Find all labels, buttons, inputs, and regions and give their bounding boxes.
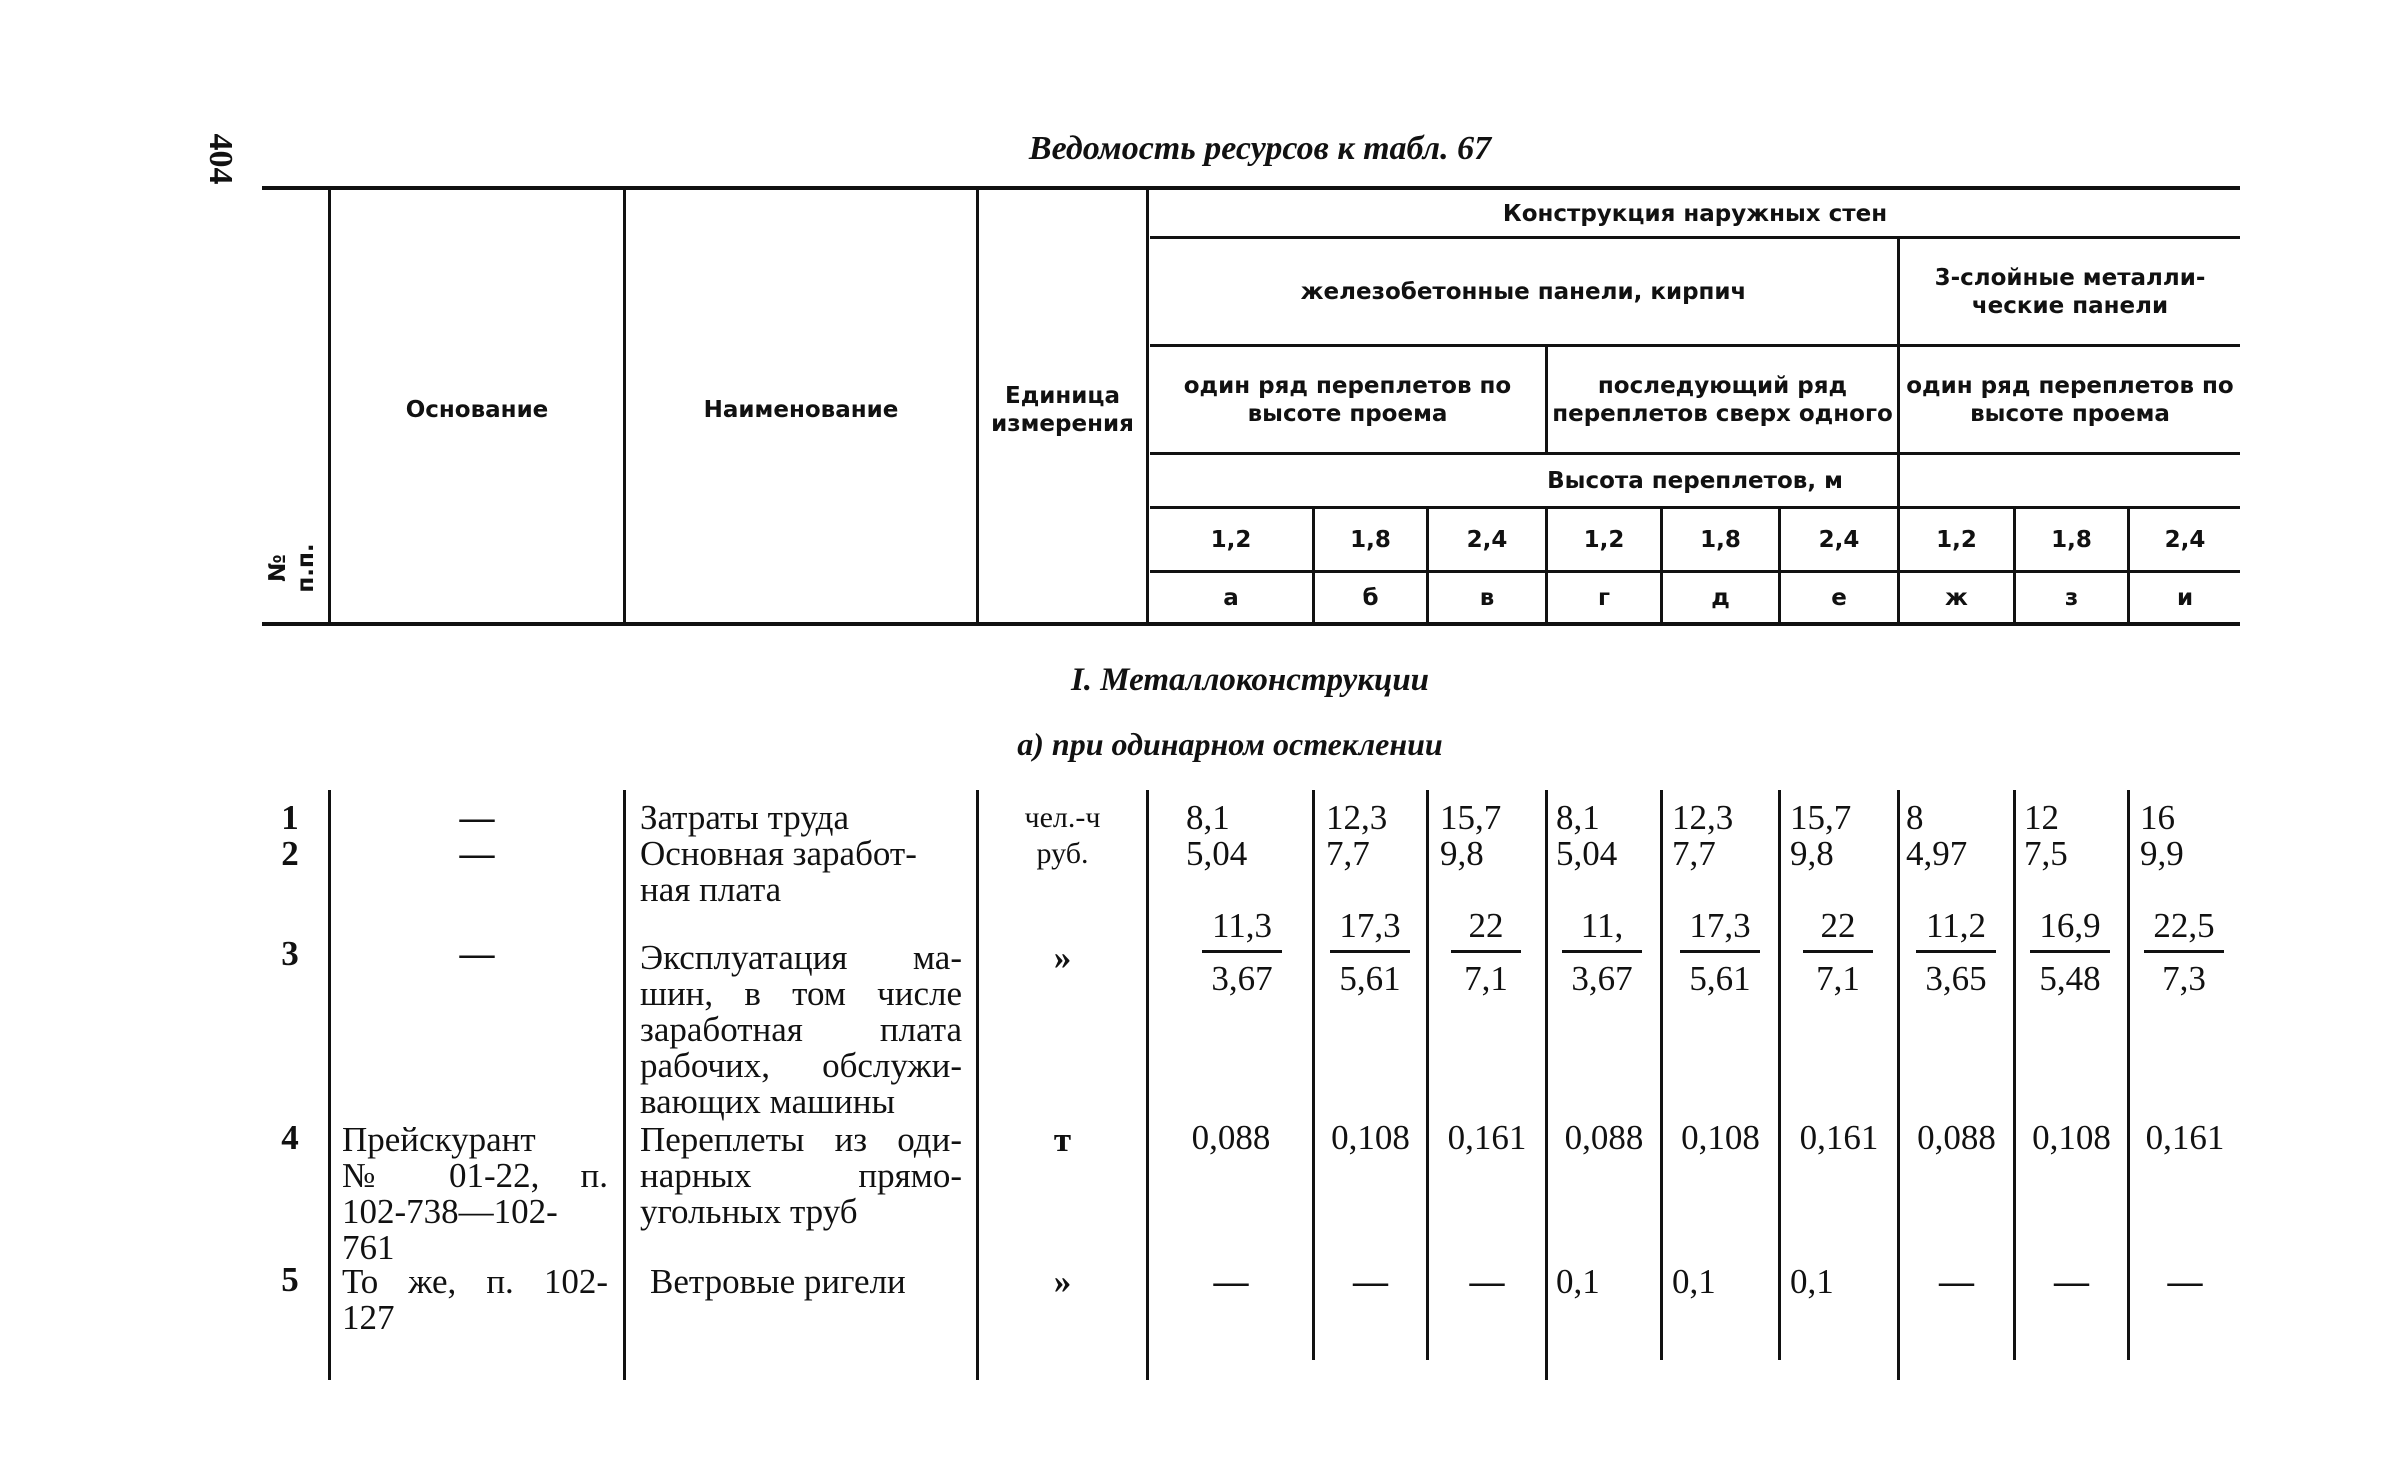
row-name: рабочих, обслужи- bbox=[640, 1046, 962, 1085]
fraction-cell bbox=[1186, 908, 1298, 997]
value-cell: 0,088 bbox=[1564, 1118, 1644, 1157]
row-basis: № 01-22, п. bbox=[342, 1156, 608, 1195]
row-name: угольных труб bbox=[640, 1192, 858, 1231]
value-cell: 0,1 bbox=[1672, 1262, 1716, 1301]
fraction-cell bbox=[1552, 908, 1652, 997]
row-basis: — bbox=[459, 934, 495, 973]
fraction-numerator: 17,3 bbox=[1339, 906, 1401, 945]
header-height-label: Высота переплетов, м bbox=[1547, 467, 1843, 494]
row-name: Эксплуатация ма- bbox=[640, 938, 962, 977]
value-cell: — bbox=[2167, 1262, 2203, 1301]
row-unit: » bbox=[1053, 938, 1072, 977]
value-cell: 5,04 bbox=[1186, 834, 1248, 873]
value-cell: 16 bbox=[2140, 798, 2175, 837]
subsection-title: а) при одинарном остеклении bbox=[1017, 726, 1443, 762]
value-cell: 0,161 bbox=[2145, 1118, 2225, 1157]
fraction-denominator: 3,67 bbox=[1571, 959, 1633, 998]
height-value: 2,4 bbox=[2164, 526, 2206, 553]
fraction-numerator: 22 bbox=[1820, 906, 1856, 945]
value-cell: 15,7 bbox=[1440, 798, 1502, 837]
fraction-cell bbox=[1904, 908, 2008, 997]
row-basis: 102-738—102- bbox=[342, 1192, 558, 1231]
header-sub-next-row: последующий ряд переплетов сверх одного bbox=[1552, 372, 1893, 427]
fraction-cell bbox=[1320, 908, 1420, 997]
value-cell: — bbox=[1213, 1262, 1249, 1301]
fraction-bar bbox=[1680, 950, 1760, 953]
header-basis: Основание bbox=[405, 397, 549, 423]
column-letter: е bbox=[1831, 584, 1847, 611]
value-cell: 15,7 bbox=[1790, 798, 1852, 837]
fraction-numerator: 11,3 bbox=[1212, 906, 1272, 945]
column-letter: в bbox=[1479, 584, 1495, 611]
value-cell: 7,7 bbox=[1672, 834, 1716, 873]
column-letter: и bbox=[2176, 584, 2194, 611]
value-cell: 0,1 bbox=[1556, 1262, 1600, 1301]
row-basis: То же, п. 102- bbox=[342, 1262, 608, 1301]
header-group-metal: 3-слойные металли-ческие панели bbox=[1934, 264, 2206, 319]
body-divider-unit bbox=[1146, 790, 1149, 1380]
body-divider bbox=[1545, 790, 1548, 1380]
value-cell: 7,7 bbox=[1326, 834, 1370, 873]
fraction-denominator: 5,61 bbox=[1689, 959, 1751, 998]
value-cell: 0,161 bbox=[1799, 1118, 1879, 1157]
fraction-denominator: 7,3 bbox=[2162, 959, 2206, 998]
row-unit: » bbox=[1053, 1262, 1072, 1301]
header-sub-one-row: один ряд переплетов по высоте проема bbox=[1183, 372, 1512, 427]
fraction-bar bbox=[1202, 950, 1282, 953]
value-cell: 0,088 bbox=[1191, 1118, 1271, 1157]
row-name: нарных прямо- bbox=[640, 1156, 962, 1195]
value-cell: 9,8 bbox=[1790, 834, 1834, 873]
value-cell: 0,088 bbox=[1917, 1118, 1996, 1157]
row-name: Затраты труда bbox=[640, 798, 849, 837]
fraction-numerator: 11, bbox=[1580, 906, 1624, 945]
height-value: 1,8 bbox=[2051, 526, 2092, 553]
row-basis: — bbox=[459, 798, 495, 837]
row-num: 4 bbox=[281, 1118, 299, 1157]
value-cell: 5,04 bbox=[1556, 834, 1618, 873]
column-letter: ж bbox=[1945, 584, 1968, 611]
value-cell: — bbox=[2054, 1262, 2089, 1301]
body-divider bbox=[1778, 790, 1781, 1360]
body-divider bbox=[1660, 790, 1663, 1360]
header-top-rule bbox=[262, 186, 2240, 190]
column-letter: б bbox=[1362, 584, 1379, 611]
row-name: заработная плата bbox=[640, 1010, 962, 1049]
height-value: 2,4 bbox=[1818, 526, 1860, 553]
column-letter: г bbox=[1597, 584, 1611, 611]
value-cell: 0,1 bbox=[1790, 1262, 1834, 1301]
fraction-numerator: 11,2 bbox=[1926, 906, 1986, 945]
value-cell: 12 bbox=[2024, 798, 2059, 837]
body-divider-num bbox=[328, 790, 331, 1380]
value-cell: 4,97 bbox=[1906, 834, 1968, 873]
height-value: 1,2 bbox=[1936, 526, 1977, 553]
row-num: 3 bbox=[281, 934, 299, 973]
row-basis: 761 bbox=[342, 1228, 395, 1267]
fraction-bar bbox=[1451, 950, 1521, 953]
fraction-bar bbox=[1562, 950, 1642, 953]
value-cell: 12,3 bbox=[1326, 798, 1388, 837]
value-cell: 0,108 bbox=[2032, 1118, 2111, 1157]
fraction-denominator: 7,1 bbox=[1816, 959, 1860, 998]
header-num: № п.п. bbox=[265, 543, 319, 593]
height-value: 1,8 bbox=[1350, 526, 1391, 553]
fraction-bar bbox=[2030, 950, 2110, 953]
value-cell: 7,5 bbox=[2024, 834, 2068, 873]
fraction-cell bbox=[2018, 908, 2122, 997]
fraction-numerator: 17,3 bbox=[1689, 906, 1751, 945]
fraction-cell bbox=[1786, 908, 1890, 997]
fraction-denominator: 3,65 bbox=[1925, 959, 1987, 998]
row-num: 5 bbox=[281, 1260, 299, 1299]
height-value: 2,4 bbox=[1466, 526, 1508, 553]
fraction-denominator: 5,61 bbox=[1339, 959, 1401, 998]
value-cell: 9,8 bbox=[1440, 834, 1484, 873]
row-name: Переплеты из оди- bbox=[640, 1120, 962, 1159]
row-unit: руб. bbox=[1036, 837, 1089, 870]
header-bottom-rule bbox=[262, 622, 2240, 626]
column-letter: а bbox=[1223, 584, 1239, 611]
row-unit: чел.-ч bbox=[1024, 801, 1101, 834]
page-number: 404 bbox=[202, 133, 239, 185]
header-construction: Конструкция наружных стен bbox=[1502, 201, 1888, 227]
body-divider-basis bbox=[623, 790, 626, 1380]
row-name: ная плата bbox=[640, 870, 782, 909]
page-title: Ведомость ресурсов к табл. 67 bbox=[1028, 130, 1492, 167]
fraction-bar bbox=[1803, 950, 1873, 953]
value-cell: 8,1 bbox=[1556, 798, 1600, 837]
value-cell: 9,9 bbox=[2140, 834, 2184, 873]
value-cell: — bbox=[1939, 1262, 1974, 1301]
value-cell: 8 bbox=[1906, 798, 1924, 837]
value-cell: 8,1 bbox=[1186, 798, 1230, 837]
fraction-bar bbox=[1916, 950, 1996, 953]
row-unit: т bbox=[1053, 1120, 1072, 1159]
fraction-bar bbox=[1330, 950, 1410, 953]
header-unit: Единица измерения bbox=[991, 383, 1134, 437]
row-name: шин, в том числе bbox=[640, 974, 962, 1013]
row-name: Основная заработ- bbox=[640, 834, 917, 873]
header-name: Наименование bbox=[703, 397, 899, 423]
row-num: 2 bbox=[281, 834, 299, 873]
row-num: 1 bbox=[281, 798, 299, 837]
value-cell: — bbox=[1353, 1262, 1388, 1301]
fraction-bar bbox=[2144, 950, 2224, 953]
fraction-cell bbox=[1434, 908, 1538, 997]
row-basis: Прейскурант bbox=[342, 1120, 536, 1159]
value-cell: — bbox=[1469, 1262, 1505, 1301]
section-title: I. Металлоконструкции bbox=[1070, 662, 1430, 698]
value-cell: 0,161 bbox=[1447, 1118, 1527, 1157]
fraction-cell bbox=[2132, 908, 2236, 997]
fraction-denominator: 3,67 bbox=[1211, 959, 1273, 998]
fraction-numerator: 16,9 bbox=[2039, 906, 2101, 945]
row-basis: 127 bbox=[342, 1298, 395, 1337]
height-value: 1,2 bbox=[1583, 526, 1625, 553]
fraction-numerator: 22 bbox=[1468, 906, 1504, 945]
header-sub-metal-one-row: один ряд переплетов по высоте проема bbox=[1906, 372, 2234, 427]
row-name: Ветровые ригели bbox=[650, 1262, 906, 1301]
column-letter: з bbox=[2064, 584, 2079, 611]
value-cell: 12,3 bbox=[1672, 798, 1734, 837]
fraction-denominator: 7,1 bbox=[1464, 959, 1508, 998]
fraction-denominator: 5,48 bbox=[2039, 959, 2101, 998]
row-basis: — bbox=[459, 834, 495, 873]
value-cell: 0,108 bbox=[1681, 1118, 1760, 1157]
col-divider-unit bbox=[1146, 190, 1149, 622]
header-group-concrete: железобетонные панели, кирпич bbox=[1300, 278, 1747, 305]
column-letter: д bbox=[1711, 584, 1730, 611]
height-value: 1,2 bbox=[1210, 526, 1252, 553]
value-cell: 0,108 bbox=[1331, 1118, 1410, 1157]
row-name: вающих машины bbox=[640, 1082, 896, 1121]
fraction-cell bbox=[1668, 908, 1772, 997]
fraction-numerator: 22,5 bbox=[2153, 906, 2215, 945]
height-value: 1,8 bbox=[1700, 526, 1741, 553]
